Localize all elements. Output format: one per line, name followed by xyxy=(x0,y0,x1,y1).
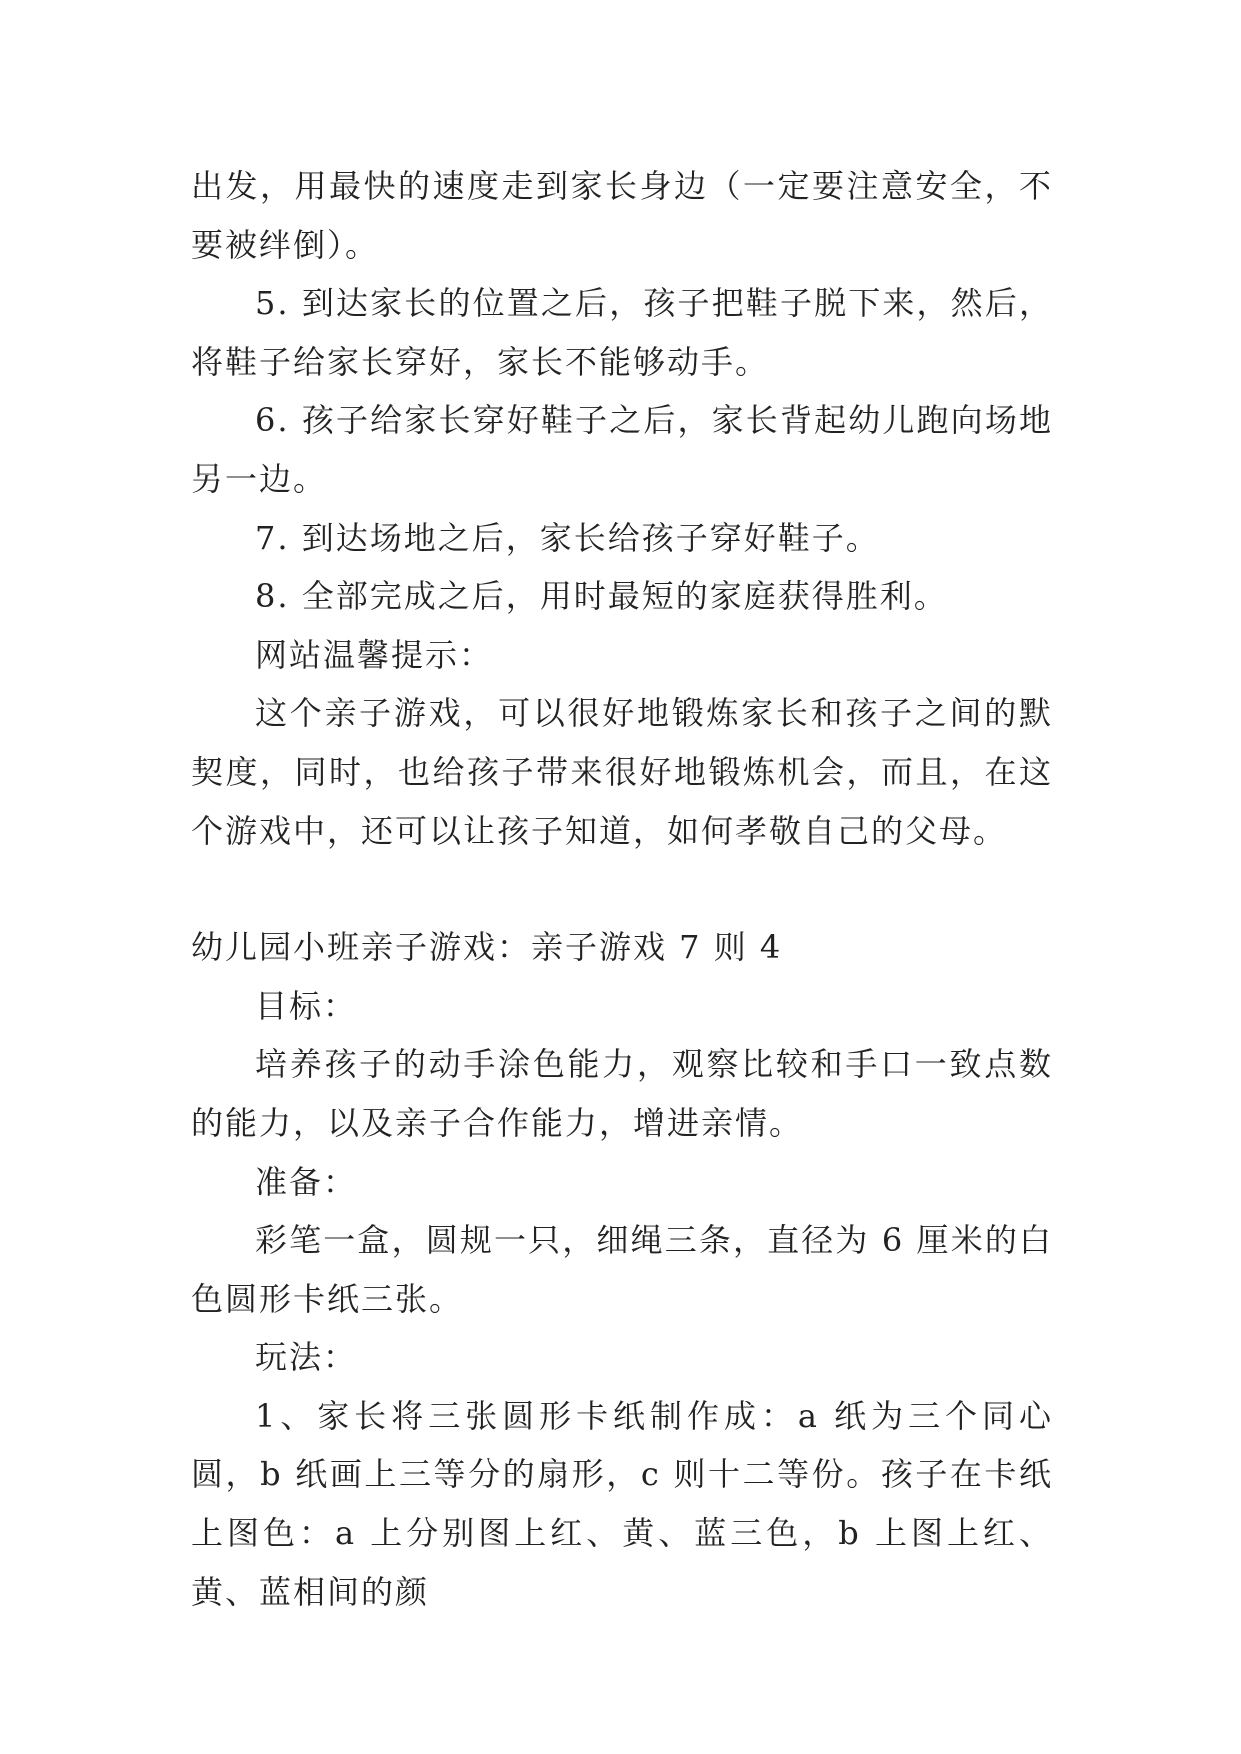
goal-paragraph: 培养孩子的动手涂色能力，观察比较和手口一致点数的能力，以及亲子合作能力，增进亲情。 xyxy=(191,1045,1053,1142)
section-title: 幼儿园小班亲子游戏：亲子游戏 7 则 4 xyxy=(191,928,783,967)
preparation-heading: 准备： xyxy=(255,1162,358,1201)
preparation-paragraph: 彩笔一盒，圆规一只，细绳三条，直径为 6 厘米的白色圆形卡纸三张。 xyxy=(191,1221,1053,1318)
tip-heading: 网站温馨提示： xyxy=(255,635,494,674)
gameplay-step-1-paragraph: 1、家长将三张圆形卡纸制作成：a 纸为三个同心圆，b 纸画上三等分的扇形，c 则十二等份。孩子在卡纸上图色：a 上分别图上红、黄、蓝三色，b 上图上红、黄、蓝相间的颜 xyxy=(191,1396,1053,1611)
step-7-paragraph: 7. 到达场地之后，家长给孩子穿好鞋子。 xyxy=(255,518,880,557)
gameplay-heading: 玩法： xyxy=(255,1338,358,1377)
step-5-paragraph: 5. 到达家长的位置之后，孩子把鞋子脱下来，然后，将鞋子给家长穿好，家长不能够动手。 xyxy=(191,284,1053,381)
document-body xyxy=(191,157,1053,1621)
section-spacer xyxy=(191,860,1053,918)
goal-heading: 目标： xyxy=(255,986,358,1025)
tip-paragraph: 这个亲子游戏，可以很好地锻炼家长和孩子之间的默契度，同时，也给孩子带来很好地锻炼机会，而且，在这个游戏中，还可以让孩子知道，如何孝敬自己的父母。 xyxy=(191,694,1053,850)
paragraph-continuation: 出发，用最快的速度走到家长身边（一定要注意安全，不要被绊倒）。 xyxy=(191,167,1053,264)
step-8-paragraph: 8. 全部完成之后，用时最短的家庭获得胜利。 xyxy=(255,577,948,616)
step-6-paragraph: 6. 孩子给家长穿好鞋子之后，家长背起幼儿跑向场地另一边。 xyxy=(191,401,1053,498)
